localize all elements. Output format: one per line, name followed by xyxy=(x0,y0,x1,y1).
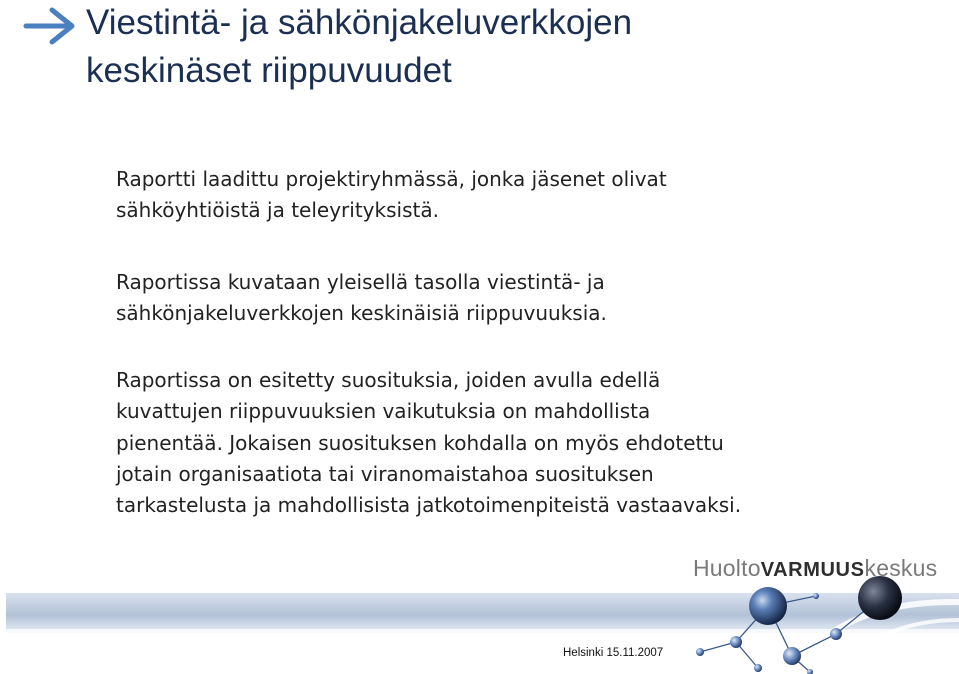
logo-part-keskus: keskus xyxy=(864,555,938,581)
footer-date: Helsinki 15.11.2007 xyxy=(563,647,664,659)
slide-title-line-2: keskinäset riippuvuudet xyxy=(86,51,452,90)
paragraph-report-scope: Raportissa kuvataan yleisellä tasolla viestintä- ja sähkönjakeluverkkojen keskinäisiä riippuvuuksia. xyxy=(116,270,607,326)
paragraph-report-authors: Raportti laadittu projektiryhmässä, jonka jäsenet olivat sähköyhtiöistä ja teleyrityksistä. xyxy=(116,167,667,223)
paragraph-report-recommendations: Raportissa on esitetty suosituksia, joiden avulla edellä kuvattujen riippuvuuksien vaikutuksia on mahdollista pienentää. Jokaisen suosituksen kohdalla on myös ehdotettu jotain organisaatiota tai viranomaistahoa suosituksen tarkastelusta ja mahdollisista jatkotoimenpiteistä vastaavaksi. xyxy=(116,368,742,518)
logo-part-huolto: Huolto xyxy=(693,555,761,581)
logo-part-varmuus: VARMUUS xyxy=(760,559,865,581)
slide-title-line-1: Viestintä- ja sähkönjakeluverkkojen xyxy=(86,3,633,42)
arrow-right-icon xyxy=(22,6,78,46)
slide-title xyxy=(86,0,632,95)
huoltovarmuuskeskus-logo xyxy=(693,555,937,582)
